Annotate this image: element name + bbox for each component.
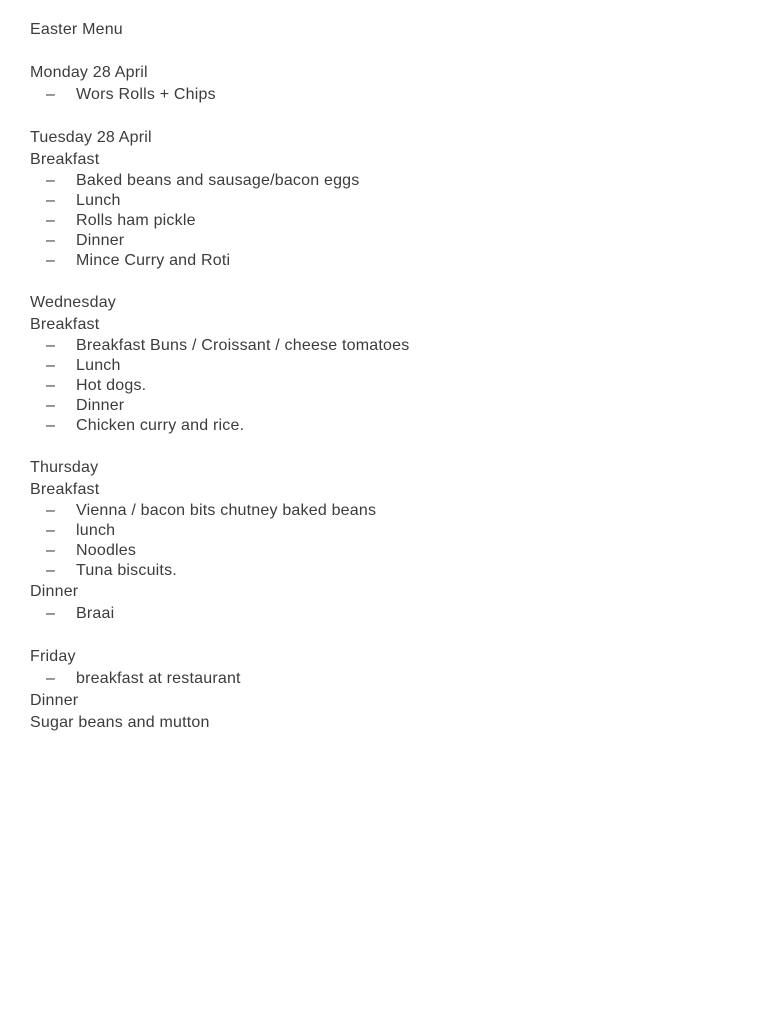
- blank-line: [30, 41, 730, 62]
- meal-heading-dinner: Dinner: [30, 583, 79, 600]
- list-item-text: Dinner: [76, 397, 125, 414]
- list-item: [30, 501, 730, 521]
- meal-heading-breakfast: Breakfast: [30, 481, 100, 498]
- list-item-text: Dinner: [76, 232, 125, 249]
- note-title: Easter Menu: [30, 21, 123, 38]
- dash-bullet: –: [46, 86, 56, 103]
- list-item: [30, 376, 730, 396]
- list-item-text: Rolls ham pickle: [76, 212, 196, 229]
- list-item-text: Mince Curry and Roti: [76, 252, 231, 269]
- list-item: [30, 191, 730, 211]
- list-item-text: Chicken curry and rice.: [76, 417, 245, 434]
- dash-bullet: –: [46, 522, 56, 539]
- list-item: [30, 561, 730, 581]
- dash-bullet: –: [46, 357, 56, 374]
- list-item: [30, 668, 730, 690]
- list-item-text: lunch: [76, 522, 116, 539]
- list-item: [30, 171, 730, 191]
- dash-bullet: –: [46, 377, 56, 394]
- list-item-text: breakfast at restaurant: [76, 670, 241, 687]
- note-body[interactable]: [30, 19, 730, 734]
- meal-heading-dinner: Dinner: [30, 692, 79, 709]
- list-item-text: Baked beans and sausage/bacon eggs: [76, 172, 360, 189]
- day-heading-friday: Friday: [30, 648, 76, 665]
- list-item: [30, 603, 730, 625]
- blank-line: [30, 436, 730, 457]
- list-item: [30, 541, 730, 561]
- day-heading-tuesday: Tuesday 28 April: [30, 129, 152, 146]
- list-item-text: Lunch: [76, 357, 121, 374]
- list-item-text: Tuna biscuits.: [76, 562, 177, 579]
- dash-bullet: –: [46, 502, 56, 519]
- dash-bullet: –: [46, 192, 56, 209]
- dash-bullet: –: [46, 542, 56, 559]
- dash-bullet: –: [46, 605, 56, 622]
- blank-line: [30, 625, 730, 646]
- list-item-text: Noodles: [76, 542, 137, 559]
- meal-heading-breakfast: Breakfast: [30, 316, 100, 333]
- blank-line: [30, 271, 730, 292]
- list-item: [30, 251, 730, 271]
- list-item: [30, 396, 730, 416]
- dash-bullet: –: [46, 252, 56, 269]
- dash-bullet: –: [46, 212, 56, 229]
- dash-bullet: –: [46, 670, 56, 687]
- list-item-text: Braai: [76, 605, 115, 622]
- dinner-text: Sugar beans and mutton: [30, 714, 210, 731]
- dash-bullet: –: [46, 337, 56, 354]
- list-item-text: Lunch: [76, 192, 121, 209]
- dash-bullet: –: [46, 397, 56, 414]
- list-item: [30, 416, 730, 436]
- dash-bullet: –: [46, 417, 56, 434]
- list-item-text: Breakfast Buns / Croissant / cheese tomatoes: [76, 337, 410, 354]
- day-heading-monday: Monday 28 April: [30, 64, 148, 81]
- list-item-text: Hot dogs.: [76, 377, 147, 394]
- list-item-text: Wors Rolls + Chips: [76, 86, 216, 103]
- day-heading-thursday: Thursday: [30, 459, 99, 476]
- list-item: [30, 521, 730, 541]
- day-heading-wednesday: Wednesday: [30, 294, 117, 311]
- list-item-text: Vienna / bacon bits chutney baked beans: [76, 502, 377, 519]
- dash-bullet: –: [46, 562, 56, 579]
- meal-heading-breakfast: Breakfast: [30, 151, 100, 168]
- list-item: [30, 356, 730, 376]
- blank-line: [30, 106, 730, 127]
- list-item: [30, 231, 730, 251]
- list-item: [30, 211, 730, 231]
- dash-bullet: –: [46, 232, 56, 249]
- list-item: [30, 84, 730, 106]
- dash-bullet: –: [46, 172, 56, 189]
- list-item: [30, 336, 730, 356]
